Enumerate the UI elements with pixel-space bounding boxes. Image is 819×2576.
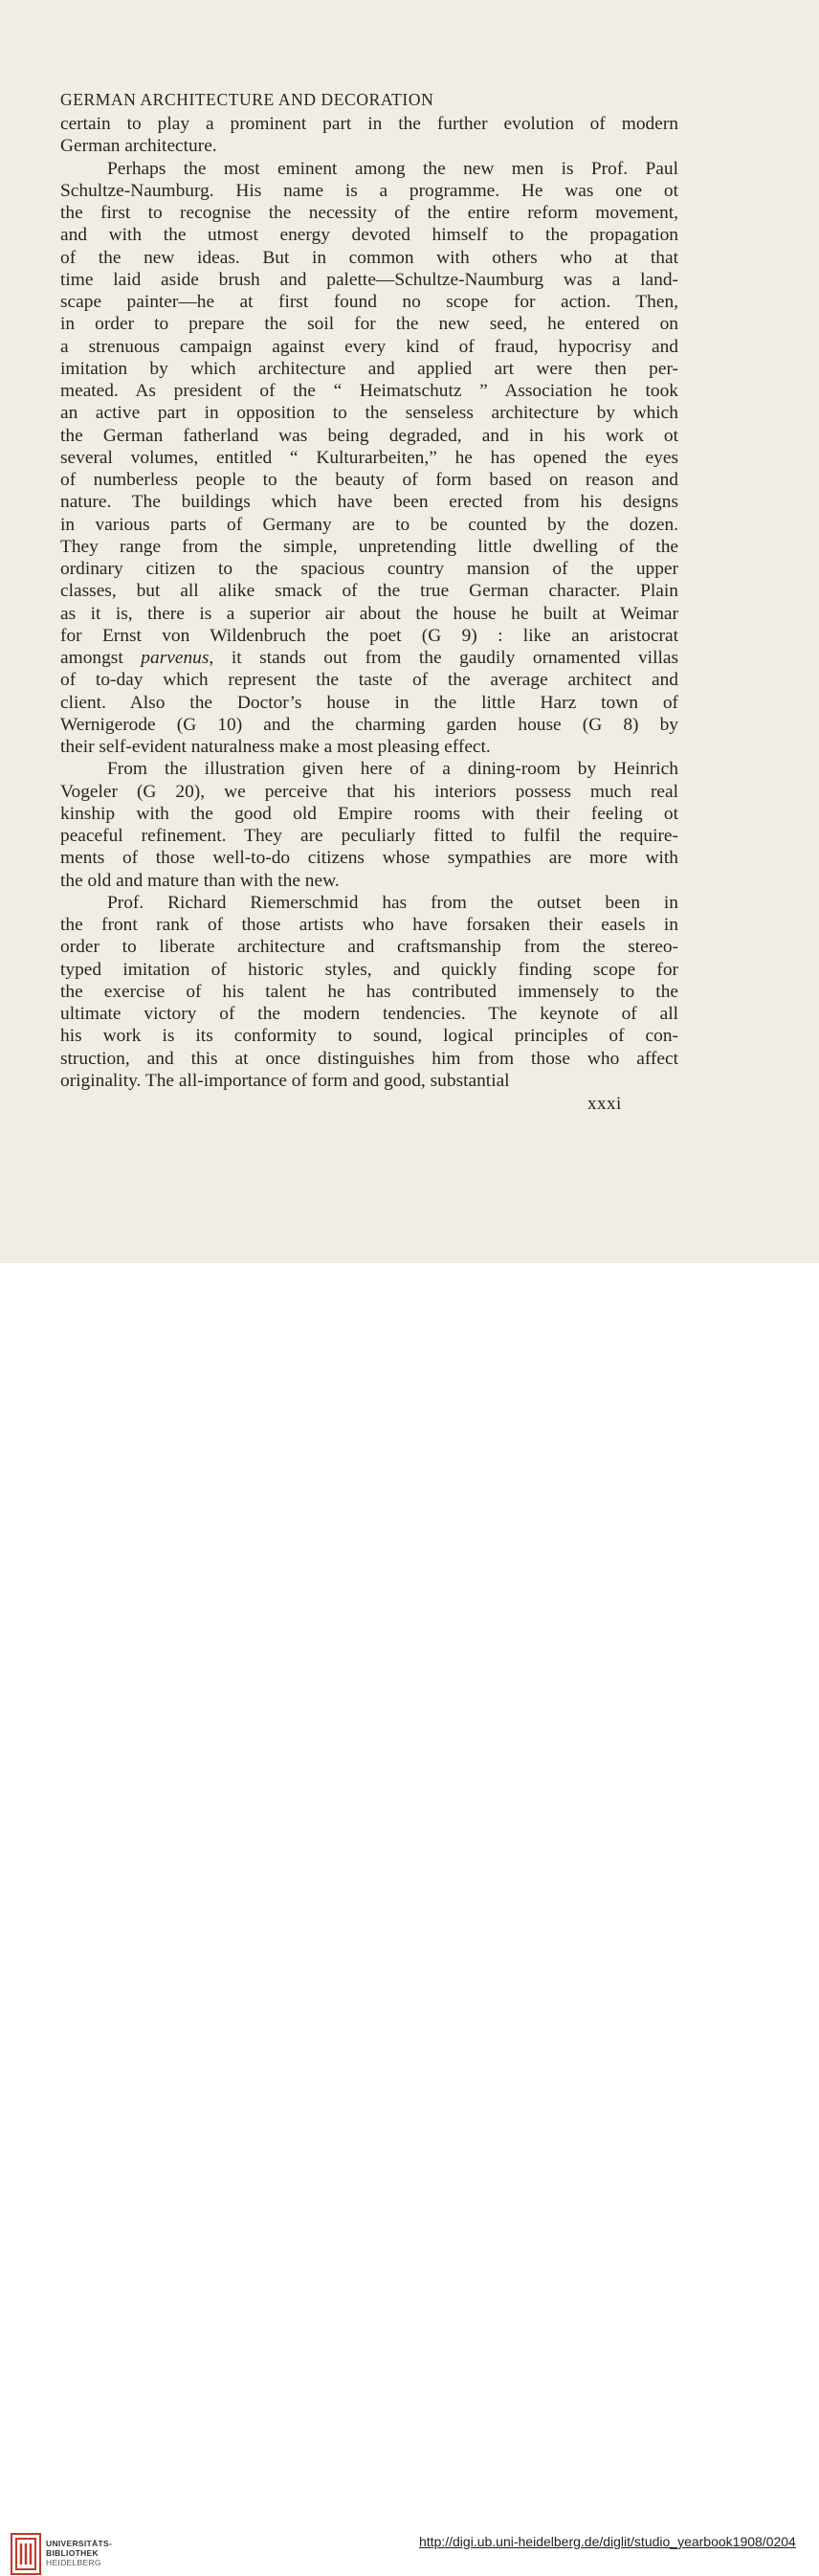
text-line: scape painter—he at first found no scope for action. Then,	[60, 292, 678, 312]
text-line: in various parts of Germany are to be counted by the dozen.	[60, 514, 678, 535]
text-line: imitation by which architecture and applied art were then per-	[60, 358, 678, 379]
text-line: client. Also the Doctor’s house in the little Harz town of	[60, 692, 678, 713]
text-line: classes, but all alike smack of the true German character. Plain	[60, 581, 678, 602]
source-url-link[interactable]: http://digi.ub.uni-heidelberg.de/diglit/studio_yearbook1908/0204	[419, 2534, 796, 2549]
text-line: the old and mature than with the new.	[60, 870, 340, 891]
text-line: of to-day which represent the taste of the average architect and	[60, 670, 678, 691]
text-line: certain to play a prominent part in the further evolution of modern	[60, 114, 678, 134]
text-line: nature. The buildings which have been erected from his designs	[60, 492, 678, 513]
text-line: amongst parvenus, it stands out from the gaudily ornamented villas	[60, 648, 678, 668]
library-name	[46, 2539, 112, 2567]
text-line: the exercise of his talent he has contributed immensely to the	[60, 981, 678, 1002]
text-line: ordinary citizen to the spacious country mansion of the upper	[60, 559, 678, 579]
scanned-page	[0, 0, 819, 1263]
library-name-line: BIBLIOTHEK	[46, 2548, 99, 2558]
text-line: struction, and this at once distinguishes him from those who affect	[60, 1048, 678, 1069]
text-line: Schultze-Naumburg. His name is a programme. He was one ot	[60, 180, 678, 201]
text-line: the German fatherland was being degraded, and in his work ot	[60, 425, 678, 446]
text-line: of the new ideas. But in common with others who at that	[60, 247, 678, 268]
text-line: Perhaps the most eminent among the new men is Prof. Paul	[107, 158, 678, 179]
text-line: They range from the simple, unpretending little dwelling of the	[60, 536, 678, 557]
text-line: as it is, there is a superior air about the house he built at Weimar	[60, 603, 678, 624]
italic-term: parvenus	[141, 648, 210, 668]
text-line: and with the utmost energy devoted himself to the propagation	[60, 225, 678, 246]
running-head: GERMAN ARCHITECTURE AND DECORATION	[60, 90, 434, 109]
text-line: in order to prepare the soil for the new seed, he entered on	[60, 314, 678, 335]
text-line: peaceful refinement. They are peculiarly fitted to fulfil the require-	[60, 826, 678, 846]
paragraph	[60, 158, 678, 759]
viewer-footer	[0, 1263, 819, 2567]
text-line: Prof. Richard Riemerschmid has from the outset been in	[107, 892, 678, 913]
text-line: a strenuous campaign against every kind of fraud, hypocrisy and	[60, 336, 678, 357]
text-line: meated. As president of the “ Heimatschutz ” Association he took	[60, 381, 678, 401]
paragraph	[60, 758, 678, 892]
text-line: From the illustration given here of a dining-room by Heinrich	[107, 759, 678, 780]
paragraph	[60, 892, 678, 1092]
text-line: originality. The all-importance of form and good, substantial	[60, 1070, 510, 1091]
text-line: his work is its conformity to sound, logical principles of con-	[60, 1026, 678, 1047]
library-name-line: HEIDELBERG	[46, 2558, 101, 2567]
text-line: kinship with the good old Empire rooms with their feeling ot	[60, 803, 678, 824]
text-line: an active part in opposition to the senseless architecture by which	[60, 403, 678, 424]
text-line: several volumes, entitled “ Kulturarbeiten,” he has opened the eyes	[60, 447, 678, 468]
text-line: for Ernst von Wildenbruch the poet (G 9) : like an aristocrat	[60, 625, 678, 646]
text-line: of numberless people to the beauty of form based on reason and	[60, 470, 678, 490]
body-text	[60, 113, 678, 1092]
text-line: time laid aside brush and palette—Schultze-Naumburg was a land-	[60, 269, 678, 290]
text-line: ultimate victory of the modern tendencies. The keynote of all	[60, 1004, 678, 1024]
library-seal-icon	[10, 2532, 42, 2576]
text-line: the first to recognise the necessity of the entire reform movement,	[60, 203, 678, 223]
text-line: Vogeler (G 20), we perceive that his interiors possess much real	[60, 781, 678, 802]
text-line: Wernigerode (G 10) and the charming garden house (G 8) by	[60, 714, 678, 735]
page-number: xxxi	[587, 1094, 622, 1114]
text-line: typed imitation of historic styles, and quickly finding scope for	[60, 959, 678, 980]
page-body	[60, 88, 678, 1092]
text-line: order to liberate architecture and craftsmanship from the stereo-	[60, 937, 678, 958]
paragraph	[60, 113, 678, 158]
text-line: the front rank of those artists who have forsaken their easels in	[60, 915, 678, 935]
text-line: ments of those well-to-do citizens whose sympathies are more with	[60, 848, 678, 869]
text-line: their self-evident naturalness make a most pleasing effect.	[60, 737, 491, 757]
library-name-line: UNIVERSITÄTS-	[46, 2539, 113, 2548]
text-line: German architecture.	[60, 136, 217, 157]
